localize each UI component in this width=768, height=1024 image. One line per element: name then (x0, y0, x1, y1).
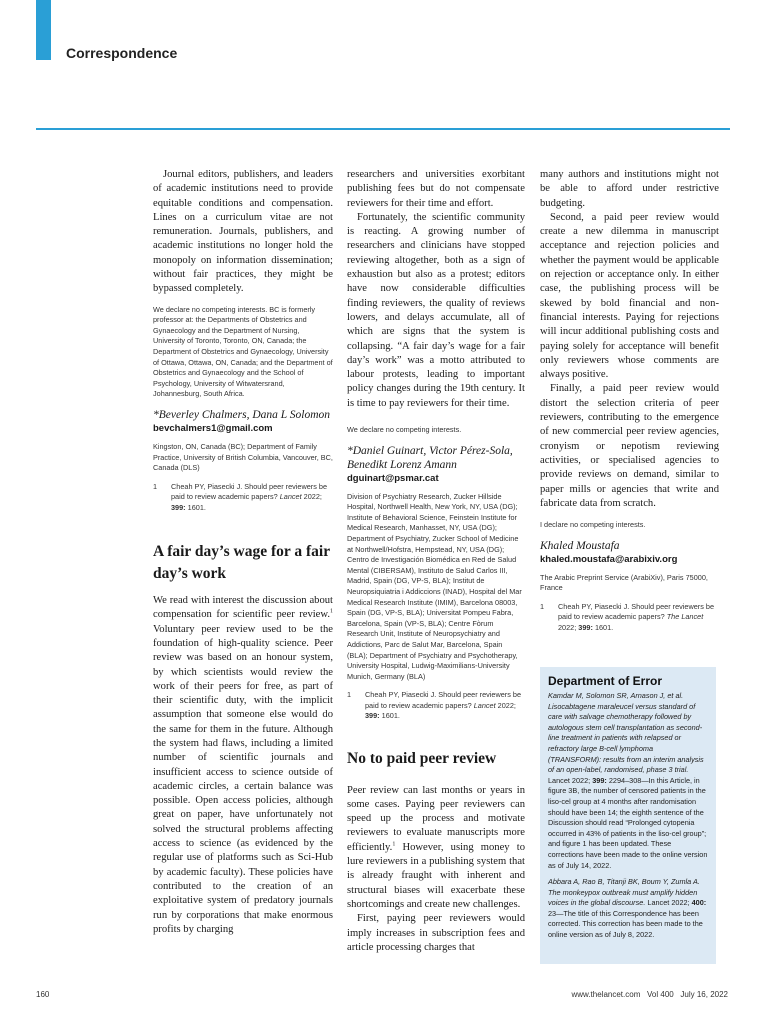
reference-citation: Cheah PY, Piasecki J. Should peer reviewers be paid to review academic papers? (171, 481, 328, 502)
affiliation: Division of Psychiatry Research, Zucker Hillside Hospital, Northwell Health, New York, NY, USA (DG); Institute of Behavioral Science, Feinstein Institute for Medical Research, Manhasset, NY, USA (DG); Department of Psychiatry, Zucker School of Medicine at Northwell/Hofstra, Hempstead, NY, USA (DG); Centro de Investigación Biomédica en Red de Salud Mental (CIBERSAM), Instituto de Salud Carlos III, Madrid, Spain (DG, VP-S, BLA); Institut de Neuropsiquiatria i Addiccions (INAD), Hospital del Mar Medical Research Institute (IMIM), Barcelona 08003, Spain (DG, VP-S, BLA); Universitat Pompeu Fabra, Barcelona, Spain (VP-S, BLA); Centre Fòrum Research Unit, Institute of Neuropsychiatry and Addictions, Parc de Salut Mar, Barcelona, Spain (BLA); Department of Psychiatry and Psychotherapy, University Hospital, Ludwig-Maximilians-University Munich, Germany (BLA) (347, 491, 522, 681)
errata-box (540, 667, 716, 964)
reference (153, 482, 333, 513)
section-title: Correspondence (66, 45, 178, 61)
paragraph: First, paying peer reviewers would imply increases in subscription fees and article processing charges that (347, 913, 525, 953)
paragraph: researchers and universities exorbitant publishing fees but do not compensate reviewers for their time and effort. (347, 169, 525, 209)
author-email[interactable]: bevchalmers1@gmail.com (153, 423, 273, 435)
column-2 (347, 168, 525, 955)
paragraph-text: Peer review can last months or years in some cases. Paying peer reviewers can speed up the process and motivate reviewers to evaluate manuscripts more efficiently. (347, 784, 525, 853)
paragraph-text: Fortunately, the scientific community is reacting. A growing number of researchers and clinicians have stopped reviewing altogether, both as a sign of exhaustion but also as a protest; editors have now considerable difficulties finding reviewers, the quality of reviews lowers, and delays accumulate, all of which are signs that the system is collapsing. (347, 211, 525, 352)
reference-journal: Lancet (473, 700, 496, 710)
citation-superscript: 1 (330, 608, 333, 615)
reference-year: 2022; (558, 622, 577, 632)
paragraph-text: was a motto attributed to labour protests, leading to important policy changes during the 19th century. It is time to pay reviewers for their time. (347, 354, 525, 409)
reference (347, 690, 525, 721)
erratum-citation: Kamdar M, Solomon SR, Arnason J, et al. Lisocabtagene maraleucel versus standard of care with salvage chemotherapy followed by autologous stem cell transplantation as second-line treatment in patients with relapsed or refractory large B-cell lymphoma (TRANSFORM): results from an interim analysis of an open-label, randomised, phase 3 trial. (548, 691, 704, 775)
paragraph: Finally, a paid peer review would distort the selection criteria of peer reviewers, contributing to the emergence of new commercial peer review agencies, cronyism or nepotism reviewing activities, or specialised agencies to provide reviews on demand, similar to paper mills or agencies that write and fabricate data from scratch. (540, 383, 719, 509)
issue-date: July 16, 2022 (680, 990, 728, 999)
reference-text (558, 602, 719, 633)
declaration: We declare no competing interests. (347, 425, 462, 435)
column-3 (540, 168, 719, 633)
reference-volume: 399: (578, 622, 593, 632)
erratum-text: 2294–308—In this Article, in figure 3B, the number of censored patients in the liso-cel group at 4 months after randomisation should have been 14; the eighth sentence of the Discussion should read “Prolonged cytopenia occurred in 43% of patients in the liso-cel group”; and figure 1 has been updated. These corrections have been made to the online version as of July 14, 2022. (548, 775, 708, 870)
reference-number: 1 (153, 481, 158, 491)
quote: “A fair day’s wage for a fair day’s work” (347, 340, 526, 366)
reference-pages: 1601. (381, 711, 400, 721)
paragraph: Journal editors, publishers, and leaders of academic institutions need to provide equitable conditions and compensation. Lines on a curriculum vitae are not remuneration. Journals, publishers, and academic institutions no longer hold the monopoly on information dissemination; without fair practices, they might be bypassed completely. (153, 169, 333, 295)
erratum-volume: 399: (592, 775, 607, 785)
journal-volume: Vol 400 (647, 990, 674, 999)
reference-year: 2022; (303, 492, 322, 502)
page-number: 160 (36, 990, 50, 999)
affiliation: Kingston, ON, Canada (BC); Department of Family Practice, University of British Columbia, Vancouver, BC, Canada (DLS) (153, 442, 333, 473)
header-rule (36, 128, 730, 130)
author-names: Khaled Moustafa (540, 539, 620, 552)
column-1 (153, 168, 333, 937)
paragraph (153, 594, 333, 937)
paragraph (347, 211, 525, 411)
author-email[interactable]: dguinart@psmar.cat (347, 472, 439, 484)
reference-journal: Lancet (279, 492, 302, 502)
reference-year: 2022; (497, 700, 516, 710)
paragraph-text: However, using money to lure reviewers in a publishing system that is already fraught with inherent and structural biases will exacerbate these shortcomings and create new challenges. (347, 841, 525, 910)
errata-title: Department of Error (548, 674, 663, 688)
author-names: *Beverley Chalmers, Dana L Solomon (153, 409, 331, 422)
footer-journal-info (571, 990, 728, 999)
affiliation: The Arabic Preprint Service (ArabiXiv), Paris 75000, France (540, 572, 708, 593)
reference (540, 602, 719, 633)
reference-citation: Cheah PY, Piasecki J. Should peer reviewers be paid to review academic papers? (558, 601, 715, 622)
citation-superscript: 1 (392, 841, 396, 848)
reference-number: 1 (347, 690, 352, 700)
reference-journal: The Lancet (666, 612, 704, 622)
paragraph-text: Voluntary peer review used to be the foundation of high-quality science. Peer review was based on an honour system, by which scientists would review the work of their peers for free, as part of their scientific duty, with the implicit assumption that someone else would do the same for them in the future. Although the system had flaws, including a limited number of scientific journals and insufficient access to science outside of academic circles, a certain balance was possible. Open access policies, although great on paper, have unfortunately not solved the structural problems affecting access to science (as evidenced by the regular use of platforms such as Sci-Hub by academic faculty). These policies have contributed to the creation of an exploitative system of predatory journals run by corporations that make enormous profits by charging (153, 623, 333, 935)
erratum-citation: Abbara A, Rao B, Titanji BK, Boum Y, Zumla A. The monkeypox outbreak must amplify hidden voices in the global discourse. (548, 877, 700, 908)
article-heading: A fair day’s wage for a fair day’s work (153, 543, 330, 583)
article-heading: No to paid peer review (347, 749, 497, 767)
declaration: I declare no competing interests. (540, 520, 646, 530)
erratum-journal: Lancet 2022; (548, 775, 591, 785)
reference-citation: Cheah PY, Piasecki J. Should peer reviewers be paid to review academic papers? (365, 690, 522, 710)
erratum-text: 23—The title of this Correspondence has been corrected. This correction has been made to the online version as of July 8, 2022. (548, 908, 703, 940)
author-names: *Daniel Guinart, Victor Pérez-Sola, Benedikt Lorenz Amann (347, 444, 513, 471)
section-accent-bar (36, 0, 51, 60)
journal-url[interactable]: www.thelancet.com (571, 990, 641, 999)
paragraph: many authors and institutions might not be able to afford under restrictive budgeting. (540, 169, 719, 209)
paragraph (347, 784, 525, 913)
paragraph: Second, a paid peer review would create a new dilemma in manuscript acceptance and rejection policies and whether the payment would be applicable on rejection or acceptance only. In either case, the publishing process will be skewed by bold financial and non-financial interests. Paying for rejections will incur additional publishing costs and paying solely for acceptance will benefit only reviewers whose comments are always positive. (540, 211, 719, 381)
reference-number: 1 (540, 601, 545, 611)
reference-volume: 399: (365, 711, 380, 721)
erratum (548, 877, 708, 941)
reference-pages: 1601. (187, 502, 206, 512)
reference-volume: 399: (171, 502, 186, 512)
erratum (548, 691, 708, 871)
author-email[interactable]: khaled.moustafa@arabixiv.org (540, 553, 678, 565)
declaration: We declare no competing interests. BC is formerly professor at: the Departments of Obstetrics and Gynaecology and the Department of Nursing, University of Toronto, Toronto, ON, Canada; the Department of Obstetrics and Gynaecology, University of Ottawa, Ottawa, ON, Canada; and the Department of Obstetrics and Gynaecology and the School of Psychology, University of Witwatersrand, Johannesburg, South Africa. (153, 304, 333, 399)
reference-text (365, 690, 525, 721)
erratum-journal: Lancet 2022; (645, 898, 690, 908)
reference-pages: 1601. (594, 622, 614, 632)
paragraph-text: We read with interest the discussion about compensation for scientific peer review. (153, 595, 333, 621)
reference-text (171, 482, 333, 513)
erratum-volume: 400: (691, 898, 707, 908)
